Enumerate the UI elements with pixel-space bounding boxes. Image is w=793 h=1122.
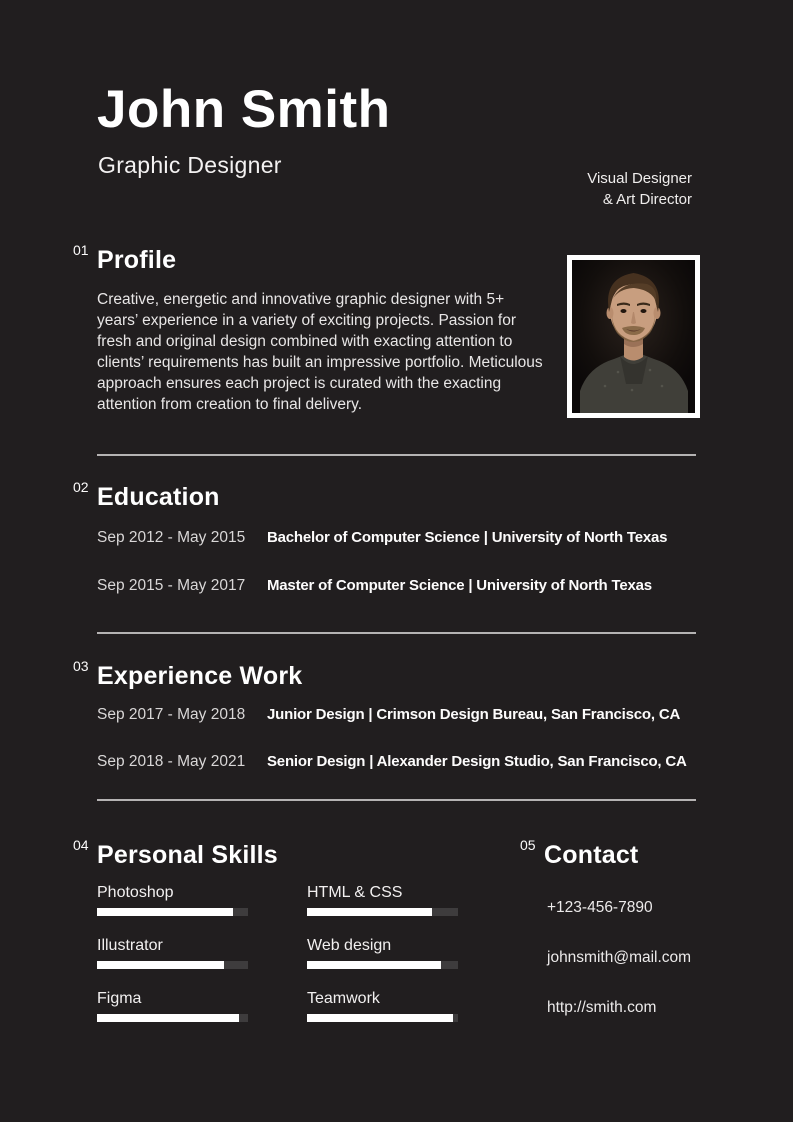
skill-label: HTML & CSS [307, 884, 403, 901]
skill-label: Web design [307, 937, 392, 954]
divider [97, 799, 696, 801]
tagline-line-1: Visual Designer [587, 170, 692, 187]
skill-label: Photoshop [97, 884, 174, 901]
education-description: Bachelor of Computer Science | University of North Texas [267, 529, 668, 546]
skill-item [307, 990, 458, 1022]
section-heading-experience [73, 657, 302, 691]
experience-row [97, 706, 737, 724]
contact-list [547, 899, 691, 1049]
education-dates: Sep 2012 - May 2015 [97, 529, 246, 546]
skill-bar-track [307, 961, 458, 969]
experience-description: Senior Design | Alexander Design Studio, San Francisco, CA [267, 753, 687, 770]
job-title: Graphic Designer [98, 152, 282, 178]
tagline-line-2: & Art Director [602, 191, 692, 208]
section-title: Profile [97, 246, 177, 274]
skill-item [97, 884, 248, 916]
skill-bar-track [97, 908, 248, 916]
experience-description: Junior Design | Crimson Design Bureau, San Francisco, CA [267, 706, 681, 723]
education-dates: Sep 2015 - May 2017 [97, 577, 246, 594]
skill-bar-fill [97, 1014, 239, 1022]
profile-text: Creative, energetic and innovative graphic designer with 5+ years’ experience in a variety of exciting projects. Passion for fresh and original design combined with exacting attention to clients’ requirements has built an impressive portfolio. Meticulous approach ensures each project is curated with the exacting attention from creation to final delivery. [97, 291, 543, 413]
contact-email: johnsmith@mail.com [547, 949, 692, 966]
divider [97, 454, 696, 456]
profile-photo [567, 255, 700, 418]
contact-phone: +123-456-7890 [547, 899, 653, 916]
skill-bar-fill [307, 961, 441, 969]
skill-bar-fill [97, 961, 224, 969]
experience-row [97, 753, 737, 771]
section-heading-skills [73, 836, 278, 870]
education-row [97, 529, 737, 547]
section-number: 03 [73, 658, 89, 674]
skill-label: Teamwork [307, 990, 380, 1007]
section-number: 01 [73, 242, 89, 258]
skill-bar-track [97, 1014, 248, 1022]
skill-bar-track [307, 1014, 458, 1022]
section-number: 02 [73, 479, 89, 495]
section-title: Personal Skills [97, 841, 278, 869]
skill-bar-fill [97, 908, 233, 916]
section-heading-profile [73, 241, 176, 275]
skill-item [97, 937, 248, 969]
tagline [587, 168, 692, 210]
skill-bar-fill [307, 908, 432, 916]
skill-bar-track [97, 961, 248, 969]
section-title: Education [97, 483, 220, 511]
divider [97, 632, 696, 634]
section-number: 05 [520, 837, 536, 853]
experience-dates: Sep 2017 - May 2018 [97, 706, 246, 723]
skill-bar-track [307, 908, 458, 916]
skill-item [307, 884, 458, 916]
skill-label: Figma [97, 990, 142, 1007]
portrait-illustration [572, 260, 695, 413]
education-description: Master of Computer Science | University of North Texas [267, 577, 652, 594]
section-heading-education [73, 478, 220, 512]
section-title: Experience Work [97, 662, 303, 690]
section-number: 04 [73, 837, 89, 853]
skill-bar-fill [307, 1014, 453, 1022]
skill-item [97, 990, 248, 1022]
skill-label: Illustrator [97, 937, 163, 954]
skills-grid [97, 884, 458, 1022]
section-heading-contact [520, 836, 638, 870]
experience-dates: Sep 2018 - May 2021 [97, 753, 246, 770]
person-name: John Smith [97, 80, 391, 139]
contact-website: http://smith.com [547, 999, 657, 1016]
section-title: Contact [544, 841, 639, 869]
skill-item [307, 937, 458, 969]
education-row [97, 577, 737, 595]
